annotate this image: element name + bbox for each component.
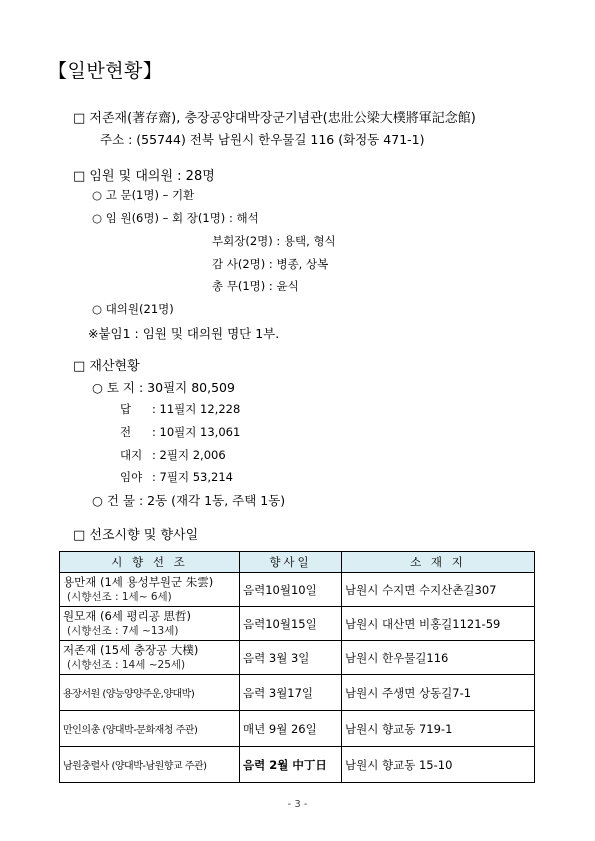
ancestor-name: 만인의총 (양대박-문화재청 주관)	[63, 725, 198, 736]
location: 남원시 향교동 719-1	[342, 711, 535, 747]
land-value-forest: : 7필지 53,214	[152, 470, 233, 484]
section-heading-2: □ 임원 및 대의원 : 28명	[73, 169, 215, 184]
auditor-line: 감 사(2명) : 병종, 상복	[212, 257, 329, 271]
officers-line: ○ 임 원(6명) – 회 장(1명) : 해석	[92, 211, 259, 225]
table-row	[60, 675, 535, 711]
delegates-line: ○ 대의원(21명)	[92, 302, 174, 316]
ancestor-name: 용만재 (1세 용성부원군 朱雲)	[63, 575, 214, 589]
table-header-row	[60, 552, 535, 573]
header-ancestor: 시 향 선 조	[60, 552, 240, 573]
ancestor-name: 원모재 (6세 평리공 思哲)	[63, 609, 192, 623]
attachment-note: ※붙임1 : 임원 및 대의원 명단 1부.	[88, 326, 280, 341]
land-value-paddy: : 11필지 12,228	[152, 402, 241, 416]
header-date: 향사일	[240, 552, 342, 573]
page-title: 【일반현황】	[48, 60, 163, 82]
address-line: 주소 : (55744) 전북 남원시 한우물길 116 (화정동 471-1)	[100, 132, 425, 147]
ancestor-range: (시향선조 : 7세 ~13세)	[67, 625, 179, 637]
location: 남원시 수지면 수지산촌길307	[342, 573, 535, 607]
memorial-date: 음력10월15일	[240, 607, 342, 641]
table-row	[60, 641, 535, 675]
ancestor-range: (시향선조 : 1세~ 6세)	[67, 591, 172, 603]
ancestor-name: 남원충렬사 (양대박-남원향교 주관)	[63, 761, 207, 772]
location: 남원시 주생면 상동길7-1	[342, 675, 535, 711]
memorial-date: 음력 2월 中丁日	[240, 747, 342, 783]
location: 남원시 대산면 비홍길1121-59	[342, 607, 535, 641]
location: 남원시 향교동 15-10	[342, 747, 535, 783]
building-line: ○ 건 물 : 2동 (재각 1동, 주택 1동)	[92, 493, 286, 508]
ancestor-range: (시향선조 : 14세 ~25세)	[67, 659, 186, 671]
table-row	[60, 573, 535, 607]
ancestor-name: 저존재 (15세 충장공 大樸)	[63, 643, 199, 657]
memorial-schedule-table	[59, 551, 535, 783]
table-row	[60, 607, 535, 641]
ancestor-name: 용장서원 (양능양양주운,양대박)	[63, 689, 195, 700]
general-affairs-line: 총 무(1명) : 윤식	[212, 279, 299, 293]
land-value-site: : 2필지 2,006	[152, 448, 226, 462]
land-label-field: 전	[120, 425, 132, 439]
land-label-forest: 임야	[120, 470, 143, 484]
section-heading-4: □ 선조시향 및 향사일	[73, 528, 199, 543]
advisor-line: ○ 고 문(1명) – 기환	[92, 188, 195, 202]
table-row	[60, 747, 535, 783]
land-total-line: ○ 토 지 : 30필지 80,509	[92, 380, 235, 395]
location: 남원시 한우물길116	[342, 641, 535, 675]
memorial-date: 음력 3월17일	[240, 675, 342, 711]
table-row	[60, 711, 535, 747]
memorial-date: 음력 3월 3일	[240, 641, 342, 675]
land-label-site: 대지	[120, 448, 143, 462]
page-number: - 3 -	[287, 799, 308, 810]
memorial-date: 매년 9월 26일	[240, 711, 342, 747]
land-value-field: : 10필지 13,061	[152, 425, 241, 439]
section-heading-1: □ 저존재(著存齋), 충장공양대박장군기념관(忠壯公梁大樸將軍記念館)	[73, 111, 476, 126]
vice-president-line: 부회장(2명) : 용택, 형식	[212, 234, 336, 248]
section-heading-3: □ 재산현황	[73, 359, 140, 374]
land-label-paddy: 답	[120, 402, 132, 416]
header-location: 소 재 지	[342, 552, 535, 573]
memorial-date: 음력10월10일	[240, 573, 342, 607]
